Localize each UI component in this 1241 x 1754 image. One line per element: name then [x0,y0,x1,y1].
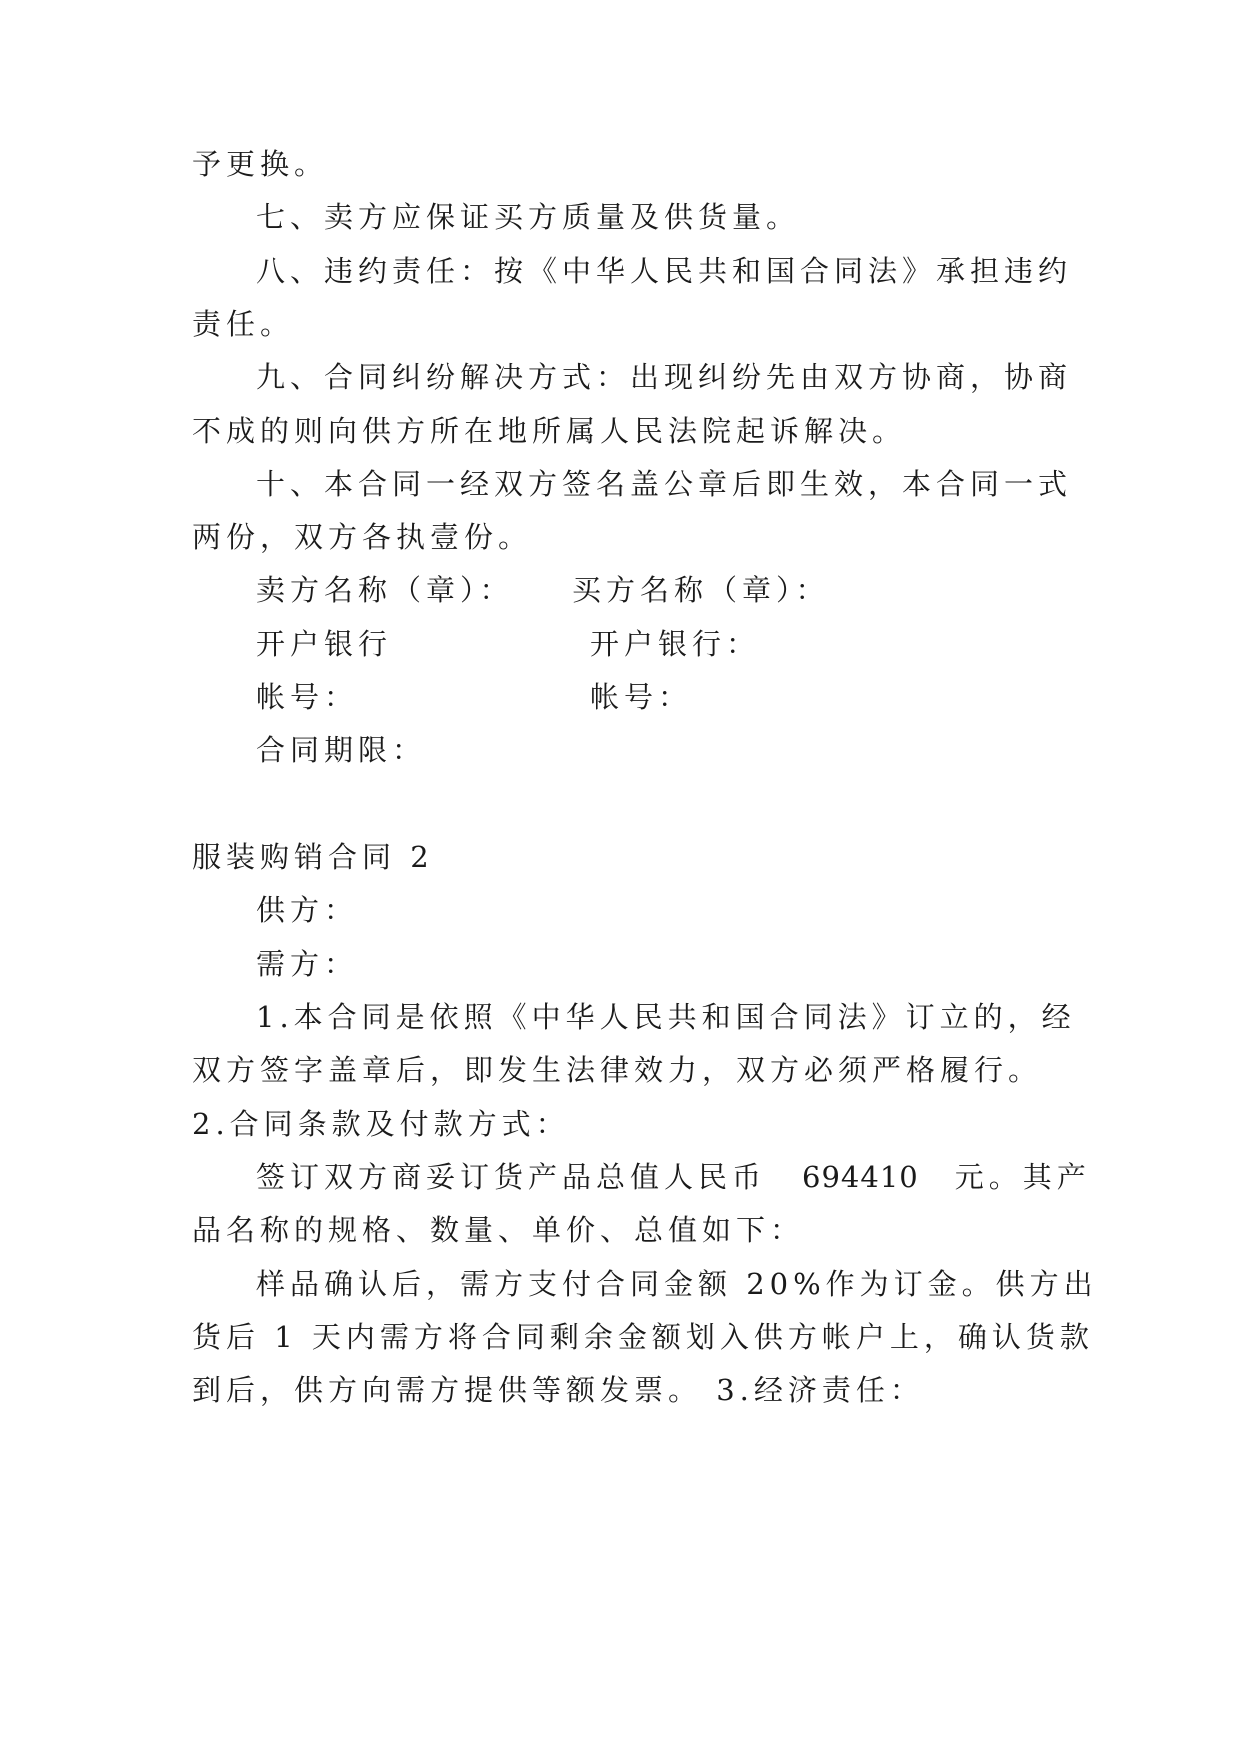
buyer-account-label: 帐号： [590,680,693,714]
text-line: 货后 1 天内需方将合同剩余金额划入供方帐户上，确认货款 [192,1320,1094,1354]
seller-account-label: 帐号： [256,680,359,714]
text-line: 不成的则向供方所在地所属人民法院起诉解决。 [192,414,907,448]
text-line: 双方签字盖章后，即发生法律效力，双方必须严格履行。 [192,1053,1043,1087]
clause-one: 1.本合同是依照《中华人民共和国合同法》订立的，经 [256,1000,1076,1034]
total-value-unit: 元。其产 [954,1160,1091,1194]
seller-name-label: 卖方名称（章）： [256,573,514,607]
total-amount: 694410 [802,1160,919,1194]
clause-ten: 十、本合同一经双方签名盖公章后即生效，本合同一式 [256,467,1073,501]
supplier-label: 供方： [256,893,359,927]
demander-label: 需方： [256,947,359,981]
deposit-line: 样品确认后，需方支付合同金额 20%作为订金。供方出 [256,1267,1098,1301]
buyer-bank-label: 开户银行： [590,627,761,661]
section-title: 服装购销合同 2 [192,840,434,874]
text-line: 到后，供方向需方提供等额发票。 3.经济责任： [192,1373,924,1407]
clause-two: 2.合同条款及付款方式： [192,1107,570,1141]
text-line: 品名称的规格、数量、单价、总值如下： [192,1213,805,1247]
clause-seven: 七、卖方应保证买方质量及供货量。 [256,200,801,234]
total-value-line [256,1157,1091,1197]
text-line: 两份，双方各执壹份。 [192,520,533,554]
clause-eight: 八、违约责任：按《中华人民共和国合同法》承担违约 [256,254,1073,288]
contract-term-label: 合同期限： [256,733,427,767]
text-line: 责任。 [192,307,295,341]
clause-nine: 九、合同纠纷解决方式：出现纠纷先由双方协商，协商 [256,360,1073,394]
seller-bank-label: 开户银行 [256,627,393,661]
buyer-name-label: 买方名称（章）： [572,573,830,607]
text-line: 予更换。 [192,147,329,181]
total-value-text: 签订双方商妥订货产品总值人民币 [256,1160,767,1194]
